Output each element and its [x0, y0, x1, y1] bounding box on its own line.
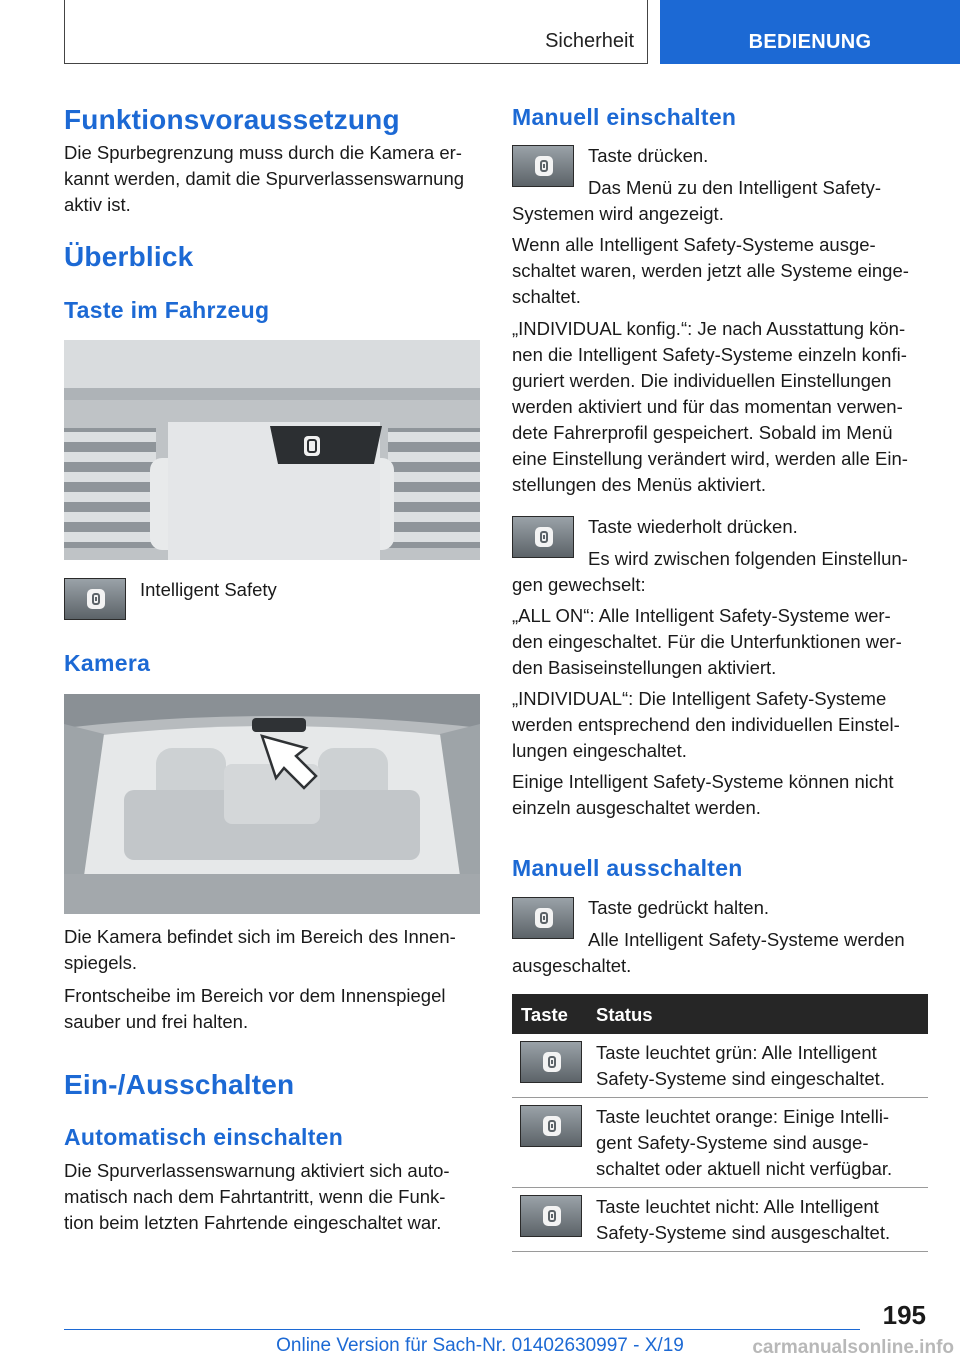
text-kamera-reinigen: Frontscheibe im Bereich vor dem Innenspiegel sauber und frei halten.	[64, 985, 446, 1032]
step-alle-ausgeschaltet: Alle Intelligent Safety-Systeme werden ausgeschaltet.	[512, 929, 905, 976]
table-row: Taste leuchtet nicht: Alle Intelligent Safety-Systeme sind ausgeschaltet.	[596, 1196, 891, 1243]
heading-manuell-ausschalten: Manuell ausschalten	[512, 855, 743, 881]
table-row: Taste leuchtet grün: Alle Intelligent Safety-Systeme sind eingeschaltet.	[596, 1042, 885, 1089]
text-wenn-alle: Wenn alle Intelligent Safety-Systeme ausge‐ schaltet waren, werden jetzt alle Systeme einge‐ schaltet.	[512, 234, 909, 307]
table-row-divider	[512, 1097, 928, 1098]
button-orange-icon	[520, 1105, 582, 1147]
heading-automatisch-einschalten: Automatisch einschalten	[64, 1124, 344, 1150]
text-funktion: Die Spurbegrenzung muss durch die Kamera er‐ kannt werden, damit die Spurverlassenswarnung aktiv ist.	[64, 142, 465, 215]
step-taste-gedrueckt: Taste gedrückt halten.	[588, 897, 769, 918]
heading-kamera: Kamera	[64, 650, 151, 676]
text-kamera-position: Die Kamera befindet sich im Bereich des Innen‐ spiegels.	[64, 926, 456, 973]
watermark-logo: carmanualsonline.info	[752, 1337, 954, 1358]
status-table-header	[512, 994, 928, 1034]
step-menue-angezeigt: Das Menü zu den Intelligent Safety‐ Systemen wird angezeigt.	[512, 177, 882, 224]
text-automatisch: Die Spurverlassenswarnung aktiviert sich auto‐ matisch nach dem Fahrtantritt, wenn die Funk‐ tion beim letzten Fahrtende eingeschaltet war.	[64, 1160, 450, 1233]
page-number: 195	[882, 1300, 926, 1330]
table-row-divider	[512, 1187, 928, 1188]
label-intelligent-safety: Intelligent Safety	[140, 579, 277, 600]
dashboard-button-image	[64, 340, 480, 560]
intelligent-safety-button-icon	[64, 578, 126, 620]
heading-taste-im-fahrzeug: Taste im Fahrzeug	[64, 297, 270, 323]
header-section: Sicherheit	[545, 30, 634, 52]
step-taste-wiederholt: Taste wiederholt drücken.	[588, 516, 798, 537]
step-wechsel: Es wird zwischen folgenden Einstellun‐ gen gewechselt:	[512, 548, 908, 595]
text-einige: Einige Intelligent Safety-Systeme können nicht einzeln ausgeschaltet werden.	[512, 771, 894, 818]
button-off-icon	[520, 1195, 582, 1237]
table-row-divider	[512, 1251, 928, 1252]
table-header-status: Status	[596, 1004, 653, 1025]
footer-divider	[64, 1329, 860, 1330]
step-taste-druecken: Taste drücken.	[588, 145, 709, 166]
heading-manuell-einschalten: Manuell einschalten	[512, 104, 737, 130]
heading-ein-ausschalten: Ein-/Ausschalten	[64, 1069, 295, 1100]
heading-ueberblick: Überblick	[64, 241, 194, 272]
table-header-taste: Taste	[521, 1004, 568, 1025]
header-chapter-tab[interactable]: BEDIENUNG	[660, 0, 960, 64]
text-all-on: „ALL ON“: Alle Intelligent Safety-Systeme wer‐ den eingeschaltet. Für die Unterfunktionen wer‐ den Basiseinstellungen aktiviert.	[512, 605, 902, 678]
text-individual: „INDIVIDUAL“: Die Intelligent Safety-Systeme werden entsprechend den individuellen Einstel‐ lungen eingeschaltet.	[512, 688, 900, 761]
heading-funktionsvoraussetzung: Funktionsvoraussetzung	[64, 104, 400, 135]
text-individual-konfig: „INDIVIDUAL konfig.“: Je nach Ausstattung kön‐ nen die Intelligent Safety-Systeme einzeln konfi‐ guriert werden. Die individuellen Einstellungen werden aktiviert und für das momentan verwen‐ dete Fahrerprofil gespeichert. Sobald im Menü eine Einstellung verändert wird, werden alle Ein‐ stellungen des Menüs aktiviert.	[512, 318, 908, 495]
button-green-icon	[520, 1041, 582, 1083]
table-row: Taste leuchtet orange: Einige Intelli‐ gent Safety-Systeme sind ausge‐ schaltet oder aktuell nicht verfügbar.	[596, 1106, 893, 1179]
camera-location-image	[64, 694, 480, 914]
footer-online-version: Online Version für Sach-Nr. 01402630997 - X/19	[276, 1335, 684, 1356]
